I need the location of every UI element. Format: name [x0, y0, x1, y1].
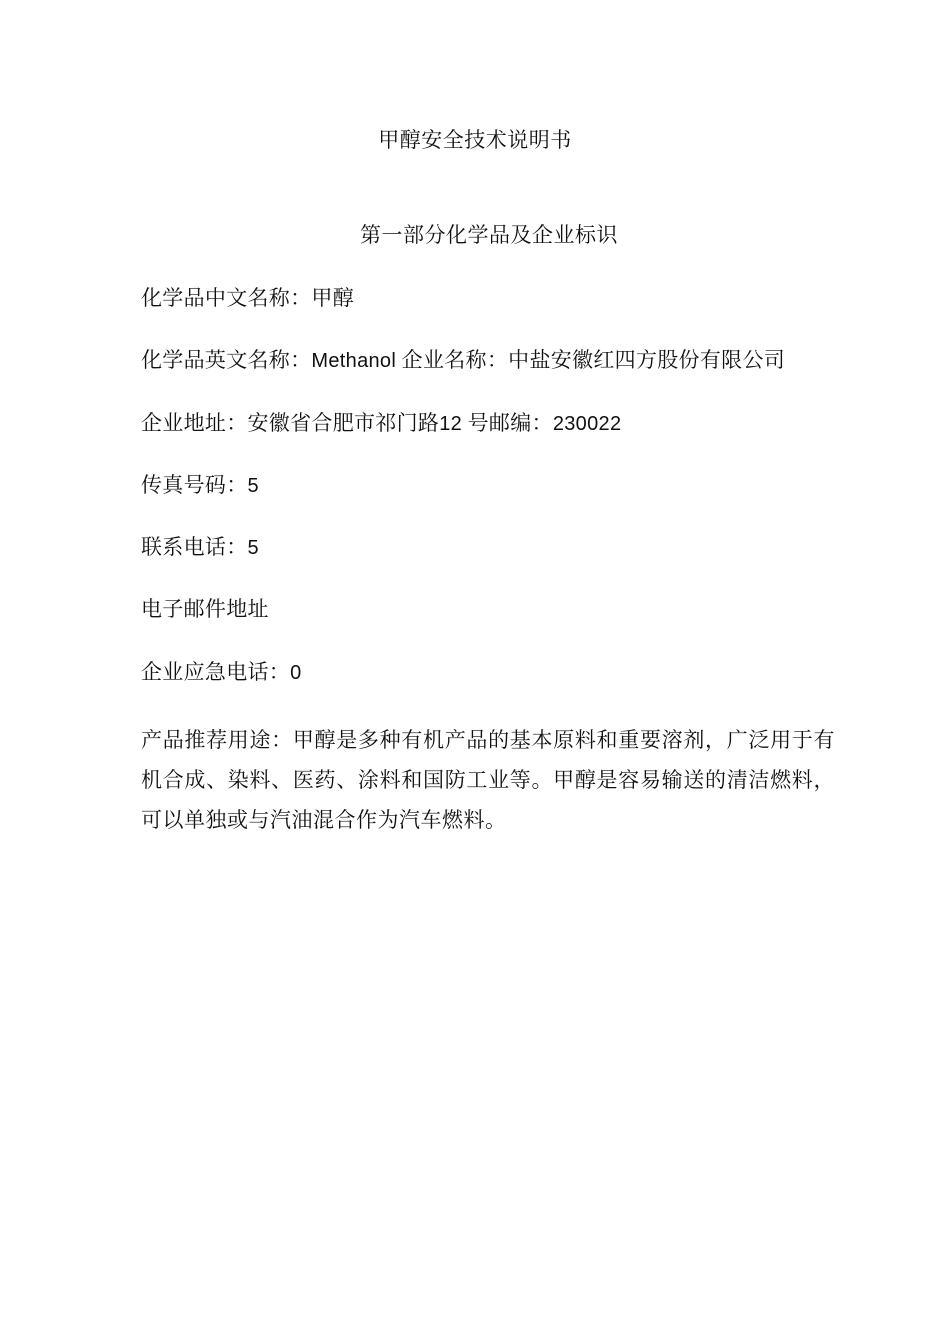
emergency-phone-line — [141, 658, 841, 687]
postcode-value: 230022 — [552, 413, 622, 435]
chinese-name-label: 化学品中文名称： — [141, 286, 312, 310]
fax-value: 5 — [247, 475, 259, 497]
emergency-phone-label: 企业应急电话： — [141, 660, 291, 684]
english-name-value: Methanol — [311, 350, 397, 372]
company-name-label: 企业名称： — [401, 348, 509, 372]
emergency-phone-value: 0 — [290, 662, 302, 684]
phone-label: 联系电话： — [141, 535, 248, 559]
email-label: 电子邮件地址 — [141, 597, 269, 621]
section-title: 第一部分化学品及企业标识 — [360, 223, 618, 247]
phone-value: 5 — [247, 537, 259, 559]
postcode-label: 号邮编： — [467, 411, 553, 435]
usage-paragraph: 产品推荐用途：甲醇是多种有机产品的基本原料和重要溶剂，广泛用于有机合成、染料、医药、涂料和国防工业等。甲醇是容易输送的清洁燃料，可以单独或与汽油混合作为汽车燃料。 — [141, 728, 835, 832]
chinese-name-value: 甲醇 — [311, 286, 355, 310]
address-number: 12 — [439, 413, 463, 435]
address-line — [141, 409, 841, 438]
chinese-name-line — [141, 284, 841, 312]
english-name-label: 化学品英文名称： — [141, 348, 312, 372]
phone-line — [141, 533, 841, 562]
company-name-value: 中盐安徽红四方股份有限公司 — [508, 348, 786, 372]
fax-label: 传真号码： — [141, 473, 248, 497]
document-title: 甲醇安全技术说明书 — [378, 128, 572, 152]
address-value: 安徽省合肥市祁门路 — [247, 411, 440, 435]
address-label: 企业地址： — [141, 411, 248, 435]
english-name-line — [141, 346, 841, 375]
email-line — [141, 595, 841, 623]
fax-line — [141, 471, 841, 500]
